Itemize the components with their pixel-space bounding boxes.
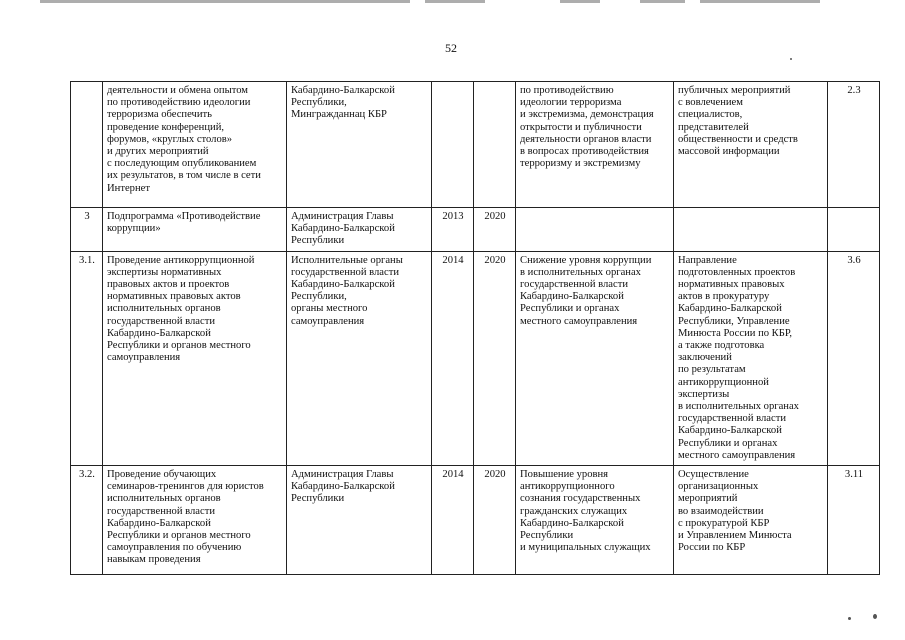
cell-text-line: Кабардино-Балкарской — [291, 481, 395, 493]
expected-result-cell — [516, 251, 674, 465]
cell-text: 2014 — [442, 254, 464, 266]
table-row — [71, 208, 880, 252]
cell-text-line: исполнительных органов — [107, 493, 221, 505]
cell-text-line: нормативных правовых актов — [107, 291, 241, 303]
cell-text: 3.2. — [79, 469, 95, 481]
cell-text-line: государственной власти — [107, 315, 216, 327]
cell-text-line: и других мероприятий — [107, 146, 209, 158]
cell-text-line: по результатам — [678, 364, 746, 376]
cell-text: 2020 — [484, 254, 506, 266]
cell-text-line: Республики и органов местного — [107, 530, 251, 542]
cell-text-line: Республики и органах — [520, 303, 620, 315]
cell-text-line: экспертизы — [678, 388, 730, 400]
start-year-cell — [432, 251, 474, 465]
cell-text-line: Кабардино-Балкарской — [520, 517, 624, 529]
cell-text-line: коррупции» — [107, 223, 161, 235]
expected-result-cell — [516, 208, 674, 252]
cell-text-line: и экстремизма, демонстрация — [520, 109, 654, 121]
cell-text-line: Республики и органов местного — [107, 340, 251, 352]
cell-text-line: по противодействию идеологии — [107, 97, 251, 109]
cell-text-line: семинаров-тренингов для юристов — [107, 481, 264, 493]
indicator-link-cell — [828, 82, 880, 208]
cell-text: 2014 — [442, 469, 464, 481]
cell-text-line: с вовлечением — [678, 97, 743, 109]
cell-text-line: подготовленных проектов — [678, 266, 796, 278]
cell-text-line: экспертизы нормативных — [107, 266, 222, 278]
cell-text-line: и муниципальных служащих — [520, 542, 651, 554]
indicator-link-cell — [828, 466, 880, 575]
cell-text-line: терроризму и экстремизму — [520, 158, 641, 170]
scan-speck — [873, 614, 877, 619]
cell-text-line: деятельности и обмена опытом — [107, 85, 248, 96]
cell-text-line: Республики, — [291, 291, 347, 303]
end-year-cell — [474, 251, 516, 465]
cell-text-line: организационных — [678, 481, 759, 493]
cell-text-line: идеологии терроризма — [520, 97, 622, 109]
cell-text-line: Исполнительные органы — [291, 254, 403, 266]
cell-text-line: а также подготовка — [678, 340, 765, 352]
cell-text-line: России по КБР — [678, 542, 746, 554]
start-year-cell — [432, 82, 474, 208]
cell-text-line: гражданских служащих — [520, 505, 628, 517]
cell-text-line: в вопросах противодействия — [520, 146, 649, 158]
cell-text-line: актов в прокуратуру — [678, 291, 770, 303]
cell-text-line: Республики — [291, 493, 345, 505]
cell-text-line: форумов, «круглых столов» — [107, 133, 233, 145]
cell-text-line: Республики — [520, 530, 574, 542]
cell-text-line: Кабардино-Балкарской — [107, 327, 211, 339]
cell-text: 2020 — [484, 469, 506, 481]
cell-text-line: массовой информации — [678, 146, 780, 158]
cell-text-line: Кабардино-Балкарской — [291, 85, 395, 96]
cell-text-line: Направление — [678, 254, 737, 266]
table-row — [71, 82, 880, 208]
cell-text-line: Кабардино-Балкарской — [678, 425, 782, 437]
cell-text-line: Минюста России по КБР, — [678, 327, 793, 339]
cell-text-line: нормативных правовых — [678, 279, 785, 291]
main-direction-cell — [674, 82, 828, 208]
end-year-cell — [474, 208, 516, 252]
page-number: 52 — [445, 41, 457, 55]
row-number-cell — [71, 208, 103, 252]
main-direction-cell — [674, 251, 828, 465]
expected-result-cell — [516, 466, 674, 575]
cell-text-line: Осуществление — [678, 469, 749, 481]
indicator-link-cell — [828, 251, 880, 465]
cell-text: 2020 — [484, 211, 506, 222]
row-number-cell — [71, 466, 103, 575]
executor-cell — [287, 208, 432, 252]
cell-text-line: навыкам проведения — [107, 554, 201, 566]
cell-text-line: заключений — [678, 352, 732, 364]
expected-result-cell — [516, 82, 674, 208]
executor-cell — [287, 82, 432, 208]
cell-text-line: государственной власти — [520, 279, 629, 291]
cell-text-line: публичных мероприятий — [678, 85, 791, 96]
cell-text-line: сознания государственных — [520, 493, 641, 505]
cell-text-line: местного самоуправления — [678, 449, 796, 461]
cell-text-line: открытости и публичности — [520, 121, 642, 133]
cell-text-line: органы местного — [291, 303, 368, 315]
cell-text-line: самоуправления по обучению — [107, 542, 242, 554]
cell-text-line: антикоррупционного — [520, 481, 615, 493]
main-direction-cell — [674, 208, 828, 252]
cell-text-line: Интернет — [107, 182, 150, 194]
cell-text-line: самоуправления — [107, 352, 181, 364]
cell-text-line: терроризма обеспечить — [107, 109, 212, 121]
start-year-cell — [432, 466, 474, 575]
cell-text-line: представителей — [678, 121, 749, 133]
cell-text: 2013 — [442, 211, 464, 222]
scan-top-edge — [40, 0, 410, 3]
table-row — [71, 466, 880, 575]
cell-text-line: Кабардино-Балкарской — [291, 223, 395, 235]
cell-text-line: Подпрограмма «Противодействие — [107, 211, 261, 222]
start-year-cell — [432, 208, 474, 252]
cell-text-line: деятельности органов власти — [520, 133, 652, 145]
cell-text-line: Республики — [291, 235, 345, 247]
cell-text-line: проведение конференций, — [107, 121, 225, 133]
cell-text-line: Кабардино-Балкарской — [520, 291, 624, 303]
row-number-cell — [71, 251, 103, 465]
scan-top-edge — [700, 0, 820, 3]
main-direction-cell — [674, 466, 828, 575]
cell-text-line: в исполнительных органах — [678, 401, 799, 413]
scan-speck — [790, 58, 792, 60]
cell-text-line: Проведение обучающих — [107, 469, 217, 481]
cell-text-line: государственной власти — [107, 505, 216, 517]
program-table — [70, 81, 880, 575]
row-number-cell — [71, 82, 103, 208]
cell-text-line: Мингражданнац КБР — [291, 109, 387, 121]
table-row — [71, 251, 880, 465]
event-cell — [103, 466, 287, 575]
cell-text-line: и Управлением Минюста — [678, 530, 792, 542]
cell-text: 3.11 — [844, 469, 864, 481]
end-year-cell — [474, 466, 516, 575]
cell-text-line: специалистов, — [678, 109, 743, 121]
cell-text: 3.1. — [79, 254, 95, 266]
cell-text-line: государственной власти — [291, 266, 400, 278]
cell-text-line: Администрация Главы — [291, 211, 394, 222]
executor-cell — [287, 251, 432, 465]
cell-text: 2.3 — [847, 85, 861, 96]
cell-text-line: Кабардино-Балкарской — [291, 279, 395, 291]
cell-text-line: общественности и средств — [678, 133, 798, 145]
cell-text-line: Администрация Главы — [291, 469, 394, 481]
cell-text-line: местного самоуправления — [520, 315, 638, 327]
cell-text-line: Снижение уровня коррупции — [520, 254, 652, 266]
cell-text-line: Повышение уровня — [520, 469, 609, 481]
cell-text-line: по противодействию — [520, 85, 614, 96]
indicator-link-cell — [828, 208, 880, 252]
scan-top-edge — [560, 0, 600, 3]
cell-text-line: в исполнительных органах — [520, 266, 641, 278]
scan-top-edge — [425, 0, 485, 3]
cell-text-line: правовых актов и проектов — [107, 279, 230, 291]
cell-text-line: во взаимодействии — [678, 505, 764, 517]
cell-text-line: их результатов, в том числе в сети — [107, 170, 261, 182]
cell-text-line: государственной власти — [678, 413, 787, 425]
event-cell — [103, 82, 287, 208]
scan-speck — [848, 617, 851, 620]
cell-text-line: Республики, Управление — [678, 315, 790, 327]
cell-text-line: самоуправления — [291, 315, 365, 327]
cell-text: 3.6 — [847, 254, 861, 266]
cell-text-line: исполнительных органов — [107, 303, 221, 315]
scan-top-edge — [640, 0, 685, 3]
cell-text-line: антикоррупционной — [678, 376, 769, 388]
cell-text-line: Республики, — [291, 97, 347, 109]
cell-text-line: Кабардино-Балкарской — [678, 303, 782, 315]
cell-text-line: мероприятий — [678, 493, 738, 505]
cell-text-line: Республики и органах — [678, 437, 778, 449]
cell-text-line: с последующим опубликованием — [107, 158, 257, 170]
event-cell — [103, 251, 287, 465]
executor-cell — [287, 466, 432, 575]
end-year-cell — [474, 82, 516, 208]
cell-text-line: Кабардино-Балкарской — [107, 517, 211, 529]
event-cell — [103, 208, 287, 252]
cell-text-line: Проведение антикоррупционной — [107, 254, 255, 266]
cell-text: 3 — [84, 211, 90, 222]
cell-text-line: с прокуратурой КБР — [678, 517, 770, 529]
